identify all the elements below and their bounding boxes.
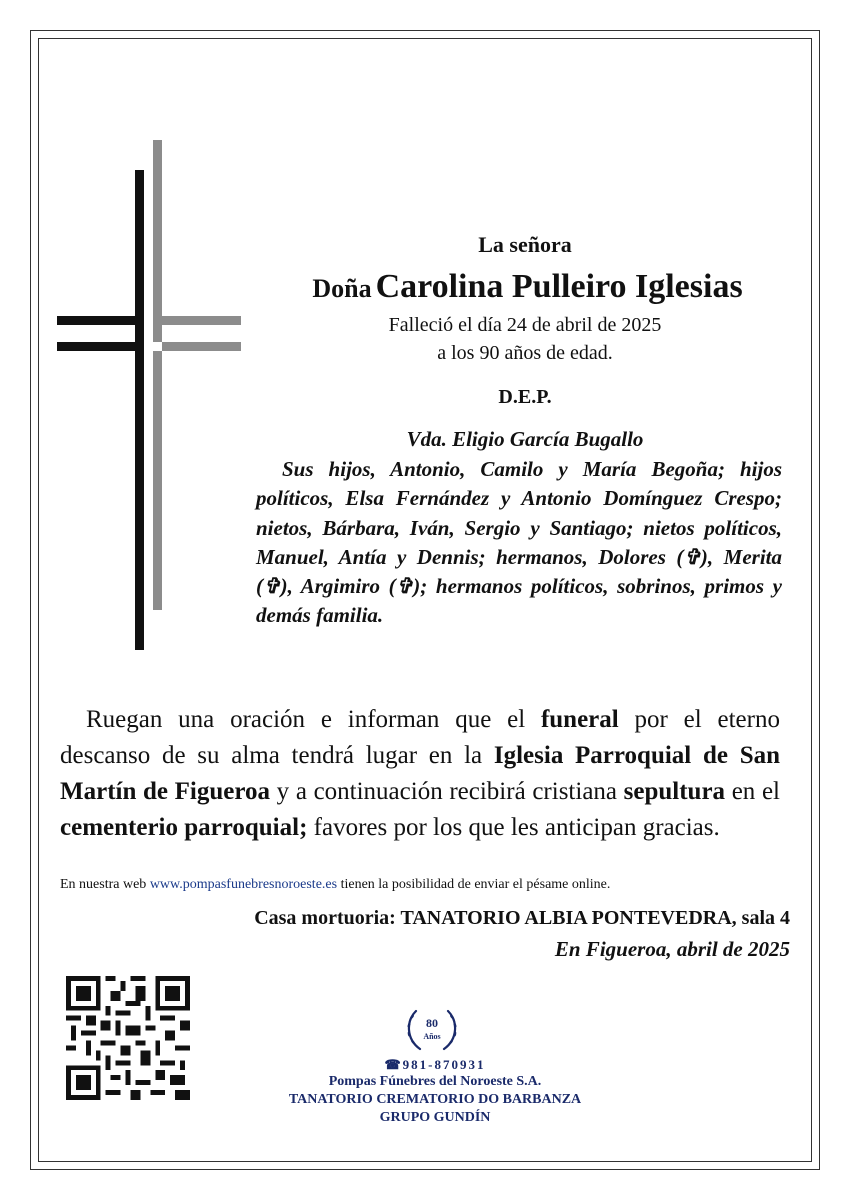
death-date: Falleció el día 24 de abril de 2025 [388,314,662,336]
deceased-name: Carolina Pulleiro Iglesias [375,268,743,305]
logo-word: Años [423,1032,441,1041]
prayer-bold-church: Iglesia Parroquial de San Martín de Figueroa [60,742,780,805]
funeral-paragraph [60,702,780,846]
prayer-text-2: por el eterno descanso de su alma tendrá lugar en la [60,706,780,769]
funeral-home: Casa mortuoria: TANATORIO ALBIA PONTEVEDRA, sala 4 [254,907,790,929]
prayer-text-3: y a continuación recibirá cristiana [270,778,624,805]
prayer-text-1: Ruegan una oración e informan que el [86,706,541,733]
anniversary-logo-icon [402,1003,462,1055]
company-name: Pompas Fúnebres del Noroeste S.A. [328,1074,542,1089]
prayer-bold-funeral: funeral [540,706,619,733]
family-list: Sus hijos, Antonio, Camilo y María Begoña; hijos políticos, Elsa Fernández y Antonio Domínguez Crespo; nietos, Bárbara, Iván, Sergio y Santiago; nietos políticos, Manuel, Antía y Dennis; hermanos, Dolores (✞), Merita (✞), Argimiro (✞); hermanos políticos, sobrinos, primos y demás familia. [256,457,782,628]
deceased-name-line [255,268,800,306]
dep-text: D.E.P. [498,386,552,408]
age-text: a los 90 años de edad. [437,342,613,364]
phone-number: ☎981-870931 [384,1057,486,1072]
prayer-bold-cemetery: cementerio parroquial; [60,814,308,841]
cross-icon [55,138,245,653]
website-link[interactable]: www.pompasfunebresnoroeste.es [149,877,338,892]
name-prefix: Doña [312,274,372,303]
widow-text: Vda. Eligio García Bugallo [406,427,644,451]
company-crematorium: TANATORIO CREMATORIO DO BARBANZA [288,1092,582,1107]
intro-text: La señora [478,232,572,257]
place-date: En Figueroa, abril de 2025 [554,937,790,961]
logo-number: 80 [426,1016,438,1030]
web-note [60,877,790,893]
company-group: GRUPO GUNDÍN [379,1110,491,1125]
web-note-after: tienen la posibilidad de enviar el pésame online. [337,877,611,892]
prayer-text-5: favores por los que les anticipan gracias. [307,814,720,841]
web-note-before: En nuestra web [60,877,150,892]
qr-code-icon [66,976,190,1100]
prayer-text-4: en el [725,778,780,805]
prayer-bold-burial: sepultura [623,778,726,805]
